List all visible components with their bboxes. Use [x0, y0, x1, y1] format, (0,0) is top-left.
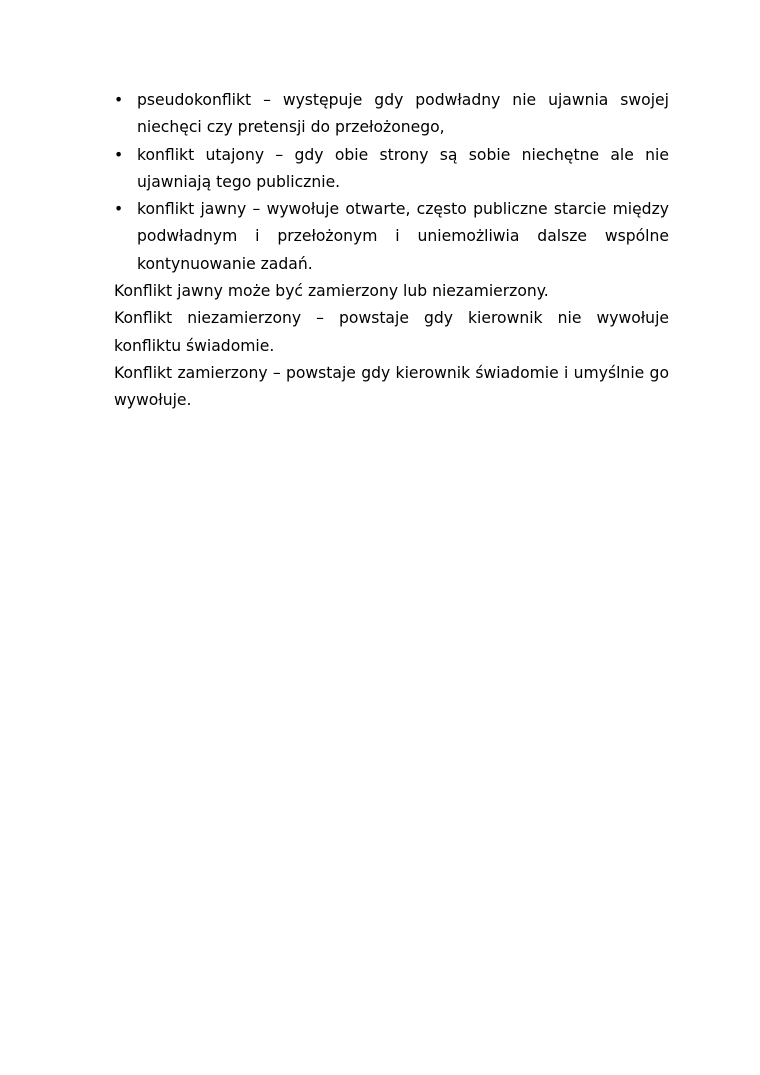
bullet-text: konflikt jawny – wywołuje otwarte, często publiczne starcie między podwładnym i przełożonym i uniemożliwia dalsze wspólne kontynuowanie zadań.: [137, 200, 669, 273]
bullet-item-konflikt-jawny: [114, 196, 669, 278]
bullet-item-pseudokonflikt: [114, 87, 669, 142]
paragraph-konflikt-niezamierzony: Konflikt niezamierzony – powstaje gdy kierownik nie wywołuje konfliktu świadomie.: [114, 309, 669, 355]
bullet-text: pseudokonflikt – występuje gdy podwładny nie ujawnia swojej niechęci czy pretensji do przełożonego,: [137, 91, 669, 137]
paragraph-konflikt-jawny: Konflikt jawny może być zamierzony lub niezamierzony.: [114, 282, 549, 301]
bullet-marker: •: [114, 200, 124, 219]
bullet-item-konflikt-utajony: [114, 142, 669, 197]
bullet-list: [114, 87, 669, 278]
paragraph-konflikt-zamierzony: Konflikt zamierzony – powstaje gdy kierownik świadomie i umyślnie go wywołuje.: [114, 363, 669, 410]
bullet-marker: •: [114, 91, 124, 109]
bullet-marker: •: [114, 145, 124, 164]
bullet-text: konflikt utajony – gdy obie strony są sobie niechętne ale nie ujawniają tego publicznie.: [137, 145, 669, 191]
document-body: [114, 87, 669, 415]
